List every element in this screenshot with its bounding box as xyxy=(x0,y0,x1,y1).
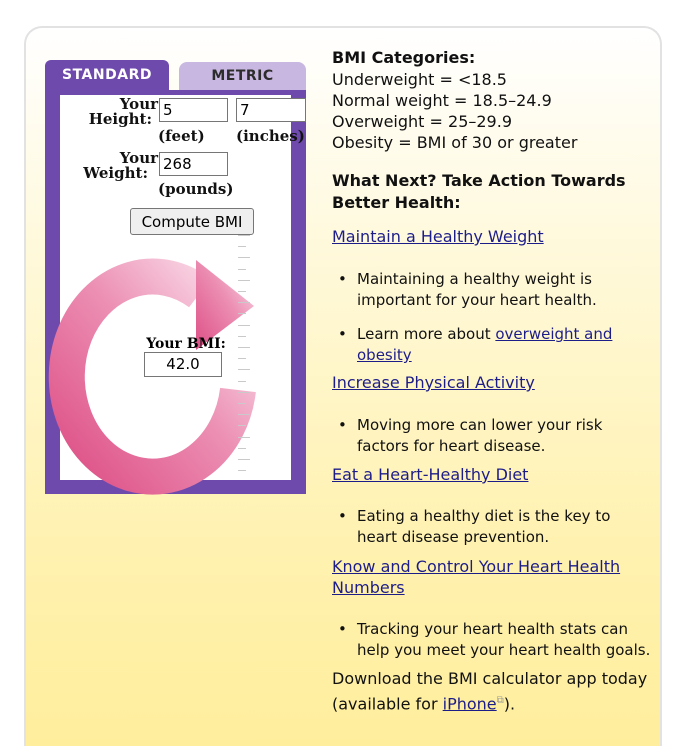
bullet-icon: • xyxy=(338,416,347,434)
bullet-icon: • xyxy=(338,325,347,343)
bullet-text-line2: important for your heart health. xyxy=(357,291,597,309)
scale-tick xyxy=(238,459,250,460)
feet-unit-label: (feet) xyxy=(158,127,205,145)
heart-health-numbers-link[interactable] xyxy=(332,556,620,598)
height-feet-input[interactable] xyxy=(159,98,228,122)
bullet-icon: • xyxy=(338,620,347,638)
bmi-categories-heading: BMI Categories: xyxy=(332,48,476,67)
increase-physical-activity-link[interactable]: Increase Physical Activity xyxy=(332,373,535,392)
scale-tick xyxy=(238,448,246,449)
overweight-obesity-link[interactable]: overweight and xyxy=(495,325,613,343)
category-normal: Normal weight = 18.5–24.9 xyxy=(332,91,552,110)
calculator-body xyxy=(60,95,305,480)
weight-label xyxy=(78,151,158,181)
download-prefix: (available for xyxy=(332,694,443,714)
scale-tick xyxy=(238,381,246,382)
next-steps-heading xyxy=(332,170,652,214)
bullet-text-line1: Moving more can lower your risk xyxy=(357,416,603,434)
scale-tick xyxy=(238,414,250,415)
weight-input[interactable] xyxy=(159,152,228,176)
scale-tick xyxy=(238,246,246,247)
scale-tick xyxy=(238,392,250,393)
tab-standard[interactable]: STANDARD xyxy=(45,60,169,90)
download-app-text xyxy=(332,668,647,715)
next-steps-heading-line2: Better Health: xyxy=(332,193,461,212)
download-line1: Download the BMI calculator app today xyxy=(332,669,648,688)
weight-label-line2: Weight: xyxy=(83,164,148,182)
maintain-healthy-weight-link[interactable]: Maintain a Healthy Weight xyxy=(332,227,544,246)
scale-tick xyxy=(238,336,246,337)
pounds-unit-label: (pounds) xyxy=(158,180,234,198)
scale-tick xyxy=(238,302,250,303)
bmi-result-value: 42.0 xyxy=(144,352,222,377)
scale-tick xyxy=(238,425,246,426)
scale-tick xyxy=(238,470,246,471)
inches-unit-label: (inches) xyxy=(236,127,305,145)
bullet-text-line1: Eating a healthy diet is the key to xyxy=(357,507,611,525)
overweight-obesity-link-line2[interactable]: obesity xyxy=(357,346,412,364)
scale-tick xyxy=(238,280,250,281)
category-underweight: Underweight = <18.5 xyxy=(332,70,507,89)
height-inches-input[interactable] xyxy=(236,98,306,122)
scale-tick xyxy=(238,313,246,314)
scale-tick xyxy=(238,369,250,370)
height-label-line2: Height: xyxy=(88,110,152,128)
weight-label-line1: Your xyxy=(119,149,158,167)
calculator-frame xyxy=(45,90,306,494)
scale-tick xyxy=(238,347,250,348)
tab-metric[interactable]: METRIC xyxy=(179,62,306,90)
scale-tick xyxy=(238,291,246,292)
bmi-calculator xyxy=(45,60,306,494)
height-label xyxy=(88,97,158,127)
bullet-text-line2: factors for heart disease. xyxy=(357,437,546,455)
bullet-icon: • xyxy=(338,270,347,288)
next-steps-heading-line1: What Next? Take Action Towards xyxy=(332,171,626,190)
scale-tick xyxy=(238,269,246,270)
external-link-icon: ⧉ xyxy=(496,695,504,706)
bullet-text-line2: heart disease prevention. xyxy=(357,528,550,546)
iphone-app-link[interactable]: iPhone xyxy=(442,694,497,714)
scale-tick xyxy=(238,358,246,359)
compute-bmi-button[interactable]: Compute BMI xyxy=(130,208,254,235)
bullet-text-line1: Maintaining a healthy weight is xyxy=(357,270,592,288)
bullet-text-line1: Tracking your heart health stats can xyxy=(357,620,629,638)
bullet-text-prefix: Learn more about xyxy=(357,325,496,343)
scale-tick xyxy=(238,437,250,438)
scale-tick xyxy=(238,403,246,404)
heart-healthy-diet-link[interactable]: Eat a Heart-Healthy Diet xyxy=(332,465,529,484)
bmi-result-label: Your BMI: xyxy=(146,336,226,352)
height-label-line1: Your xyxy=(119,95,158,113)
bullet-text-line2: help you meet your heart health goals. xyxy=(357,641,651,659)
category-obesity: Obesity = BMI of 30 or greater xyxy=(332,133,578,152)
category-overweight: Overweight = 25–29.9 xyxy=(332,112,512,131)
scale-tick xyxy=(238,257,250,258)
heart-health-numbers-link-line1[interactable]: Know and Control Your Heart Health xyxy=(332,557,621,576)
download-suffix: ). xyxy=(503,694,516,714)
bullet-icon: • xyxy=(338,507,347,525)
scale-tick xyxy=(238,235,250,236)
heart-health-numbers-link-line2[interactable]: Numbers xyxy=(332,578,405,597)
scale-tick xyxy=(238,325,250,326)
scale-ticks xyxy=(238,235,252,480)
